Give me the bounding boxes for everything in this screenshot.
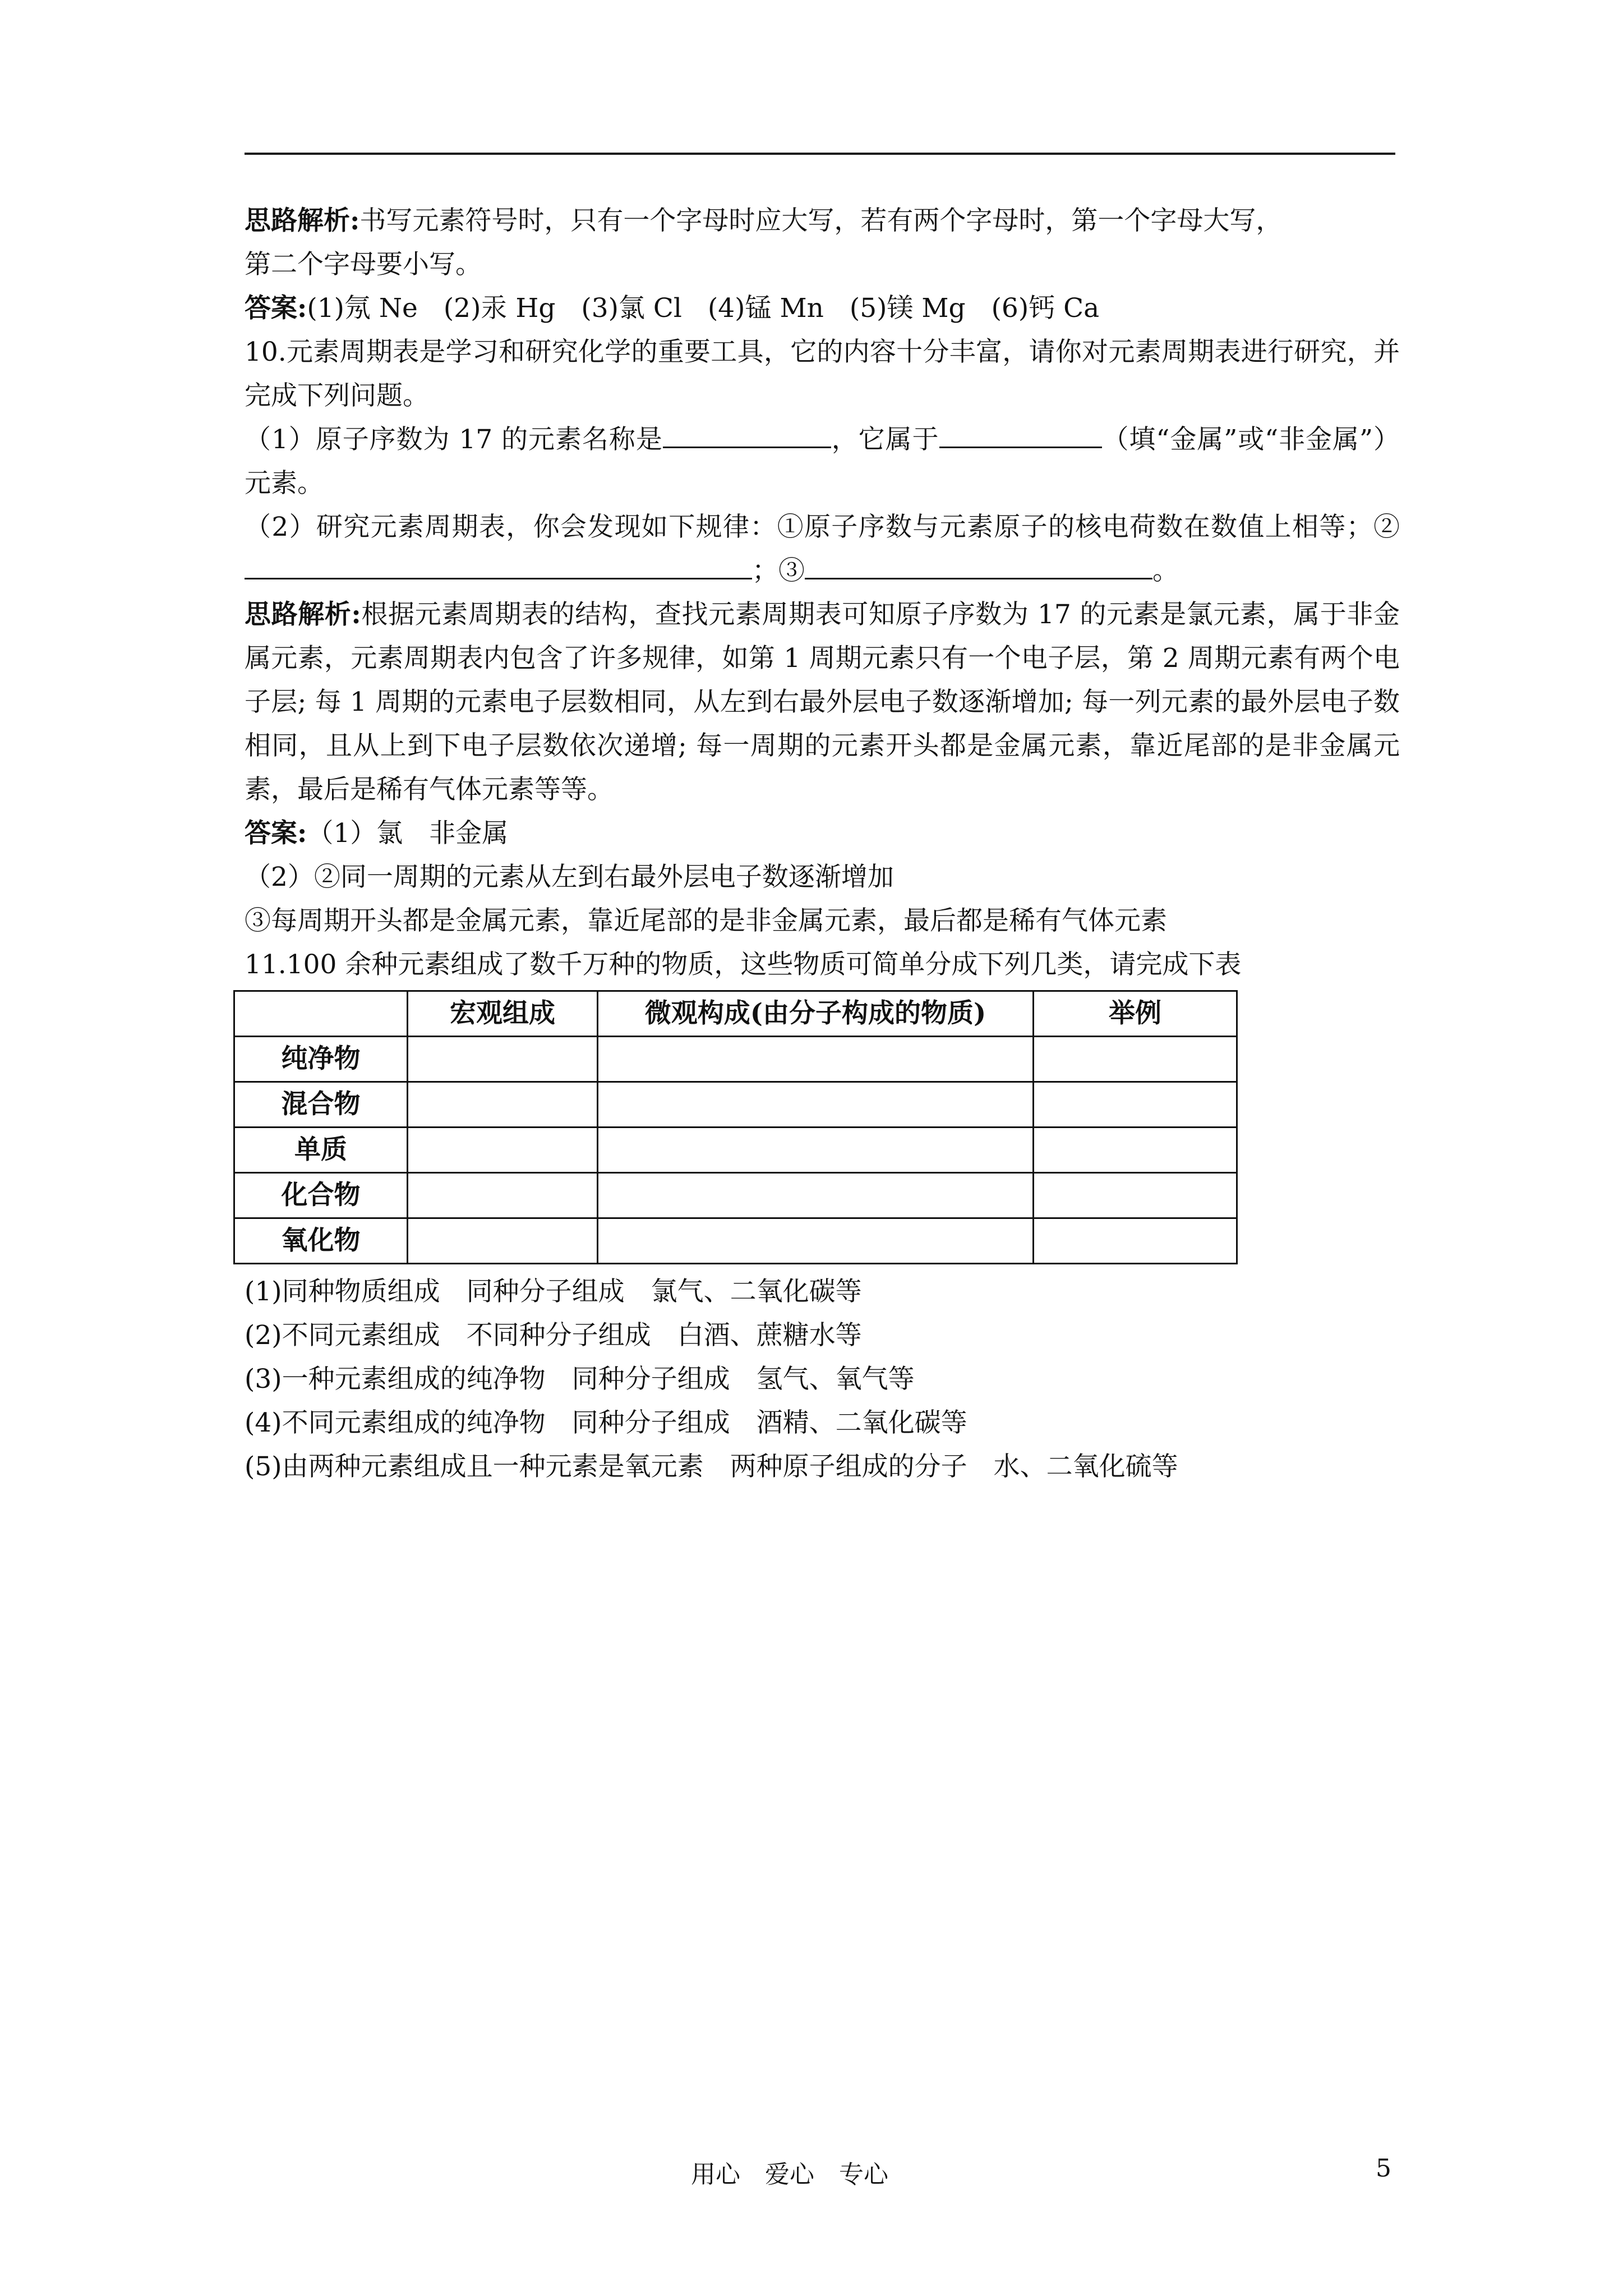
page-content xyxy=(245,199,1400,1489)
table-row-header: 纯净物 xyxy=(234,1037,408,1082)
q9-answer-item: (1)氖 Ne xyxy=(307,293,418,324)
table-cell-empty[interactable] xyxy=(1034,1037,1237,1082)
q9-answer xyxy=(245,287,1400,330)
table-row-header: 混合物 xyxy=(234,1082,408,1128)
q11-stem: 11.100 余种元素组成了数千万种的物质，这些物质可简单分成下列几类，请完成下表 xyxy=(245,949,1242,980)
q10-part1-text: ，它属于 xyxy=(831,424,939,455)
q10-answer-1 xyxy=(245,812,1400,855)
table-cell-empty[interactable] xyxy=(598,1128,1034,1173)
table-header-cell: 宏观组成 xyxy=(408,991,598,1037)
q9-answer-item: (3)氯 Cl xyxy=(581,293,682,324)
q9-analysis-text: 书写元素符号时，只有一个字母时应大写，若有两个字母时，第一个字母大写， xyxy=(359,205,1283,236)
table-row xyxy=(234,1082,1237,1128)
q9-answer-item: (5)镁 Mg xyxy=(849,293,966,324)
table-cell-empty[interactable] xyxy=(408,1173,598,1218)
table-cell-empty[interactable] xyxy=(408,1082,598,1128)
table-row xyxy=(234,1037,1237,1082)
q10-analysis-text: 根据元素周期表的结构，查找元素周期表可知原子序数为 17 的元素是氯元素，属于非金属元素，元素周期表内包含了许多规律，如第 1 周期元素只有一个电子层，第 2 周期元素有两个电子层; 每 1 周期的元素电子层数相同，从左到右最外层电子数逐渐增加; 每一列元素的最外层电子数相同，且从上到下电子层数依次递增; 每一周期的元素开头都是金属元素，靠近尾部的是非金属元素，最后是稀有气体元素等等。 xyxy=(245,599,1400,805)
q10-analysis-label: 思路解析: xyxy=(245,599,361,630)
q10-part2 xyxy=(245,505,1400,593)
footer-motto: 用心 爱心 专心 xyxy=(691,2160,888,2189)
table-header-cell: 微观构成(由分子构成的物质) xyxy=(598,991,1034,1037)
q10-analysis xyxy=(245,593,1400,812)
table-row xyxy=(234,1218,1237,1264)
q9-answer-item: (2)汞 Hg xyxy=(443,293,556,324)
table-cell-empty[interactable] xyxy=(598,1218,1034,1264)
table-cell-empty[interactable] xyxy=(408,1128,598,1173)
header-rule xyxy=(245,153,1395,155)
q10-part1-text: （1）原子序数为 17 的元素名称是 xyxy=(245,424,663,455)
q10-part2-text: 。 xyxy=(1152,555,1179,586)
q10-blank-element-type[interactable] xyxy=(939,422,1102,448)
q10-answer-2: （2）②同一周期的元素从左到右最外层电子数逐渐增加 xyxy=(245,862,894,892)
table-cell-empty[interactable] xyxy=(1034,1173,1237,1218)
q10-part2-text: （2）研究元素周期表，你会发现如下规律：①原子序数与元素原子的核电荷数在数值上相等；② xyxy=(245,512,1400,542)
table-row-header: 单质 xyxy=(234,1128,408,1173)
table-header-cell: 举例 xyxy=(1034,991,1237,1037)
q9-analysis-line2: 第二个字母要小写。 xyxy=(245,249,482,280)
q10-blank-element-name[interactable] xyxy=(663,422,831,448)
q9-answer-item: (4)锰 Mn xyxy=(707,293,824,324)
q9-analysis-line1 xyxy=(245,199,1400,243)
table-cell-empty[interactable] xyxy=(598,1173,1034,1218)
table-row xyxy=(234,1173,1237,1218)
q10-part1 xyxy=(245,418,1400,505)
q11-answer-line: (4)不同元素组成的纯净物 同种分子组成 酒精、二氧化碳等 xyxy=(245,1407,967,1438)
page-number: 5 xyxy=(1376,2154,1391,2183)
q11-answer-line: (1)同种物质组成 同种分子组成 氯气、二氧化碳等 xyxy=(245,1276,862,1307)
q11-answer-line: (3)一种元素组成的纯净物 同种分子组成 氢气、氧气等 xyxy=(245,1364,915,1395)
table-row xyxy=(234,1128,1237,1173)
table-header-cell xyxy=(234,991,408,1037)
q10-answer-text: （1）氯 非金属 xyxy=(307,818,509,849)
q10-stem: 10.元素周期表是学习和研究化学的重要工具，它的内容十分丰富，请你对元素周期表进行研究，并完成下列问题。 xyxy=(245,337,1400,411)
q9-answer-label: 答案: xyxy=(245,293,307,324)
q10-blank-rule-2[interactable] xyxy=(245,553,752,579)
table-row-header: 化合物 xyxy=(234,1173,408,1218)
table-cell-empty[interactable] xyxy=(598,1082,1034,1128)
q11-table xyxy=(233,990,1238,1264)
q10-answer-label: 答案: xyxy=(245,818,307,849)
q9-answer-item: (6)钙 Ca xyxy=(991,293,1100,324)
table-row-header: 氧化物 xyxy=(234,1218,408,1264)
table-cell-empty[interactable] xyxy=(408,1037,598,1082)
table-cell-empty[interactable] xyxy=(408,1218,598,1264)
q9-analysis-label: 思路解析: xyxy=(245,205,360,236)
q10-blank-rule-3[interactable] xyxy=(805,553,1152,579)
table-cell-empty[interactable] xyxy=(1034,1128,1237,1173)
table-cell-empty[interactable] xyxy=(1034,1082,1237,1128)
page-footer xyxy=(0,2154,1623,2193)
q10-part2-text: ；③ xyxy=(752,555,805,586)
q10-answer-3: ③每周期开头都是金属元素，靠近尾部的是非金属元素，最后都是稀有气体元素 xyxy=(245,905,1167,936)
q11-answer-line: (2)不同元素组成 不同种分子组成 白酒、蔗糖水等 xyxy=(245,1320,862,1351)
q11-answer-line: (5)由两种元素组成且一种元素是氧元素 两种原子组成的分子 水、二氧化硫等 xyxy=(245,1451,1178,1482)
table-cell-empty[interactable] xyxy=(1034,1218,1237,1264)
table-header-row xyxy=(234,991,1237,1037)
q10-part1-text: （填“金属”或“非金属”）元素。 xyxy=(245,424,1400,499)
table-cell-empty[interactable] xyxy=(598,1037,1034,1082)
